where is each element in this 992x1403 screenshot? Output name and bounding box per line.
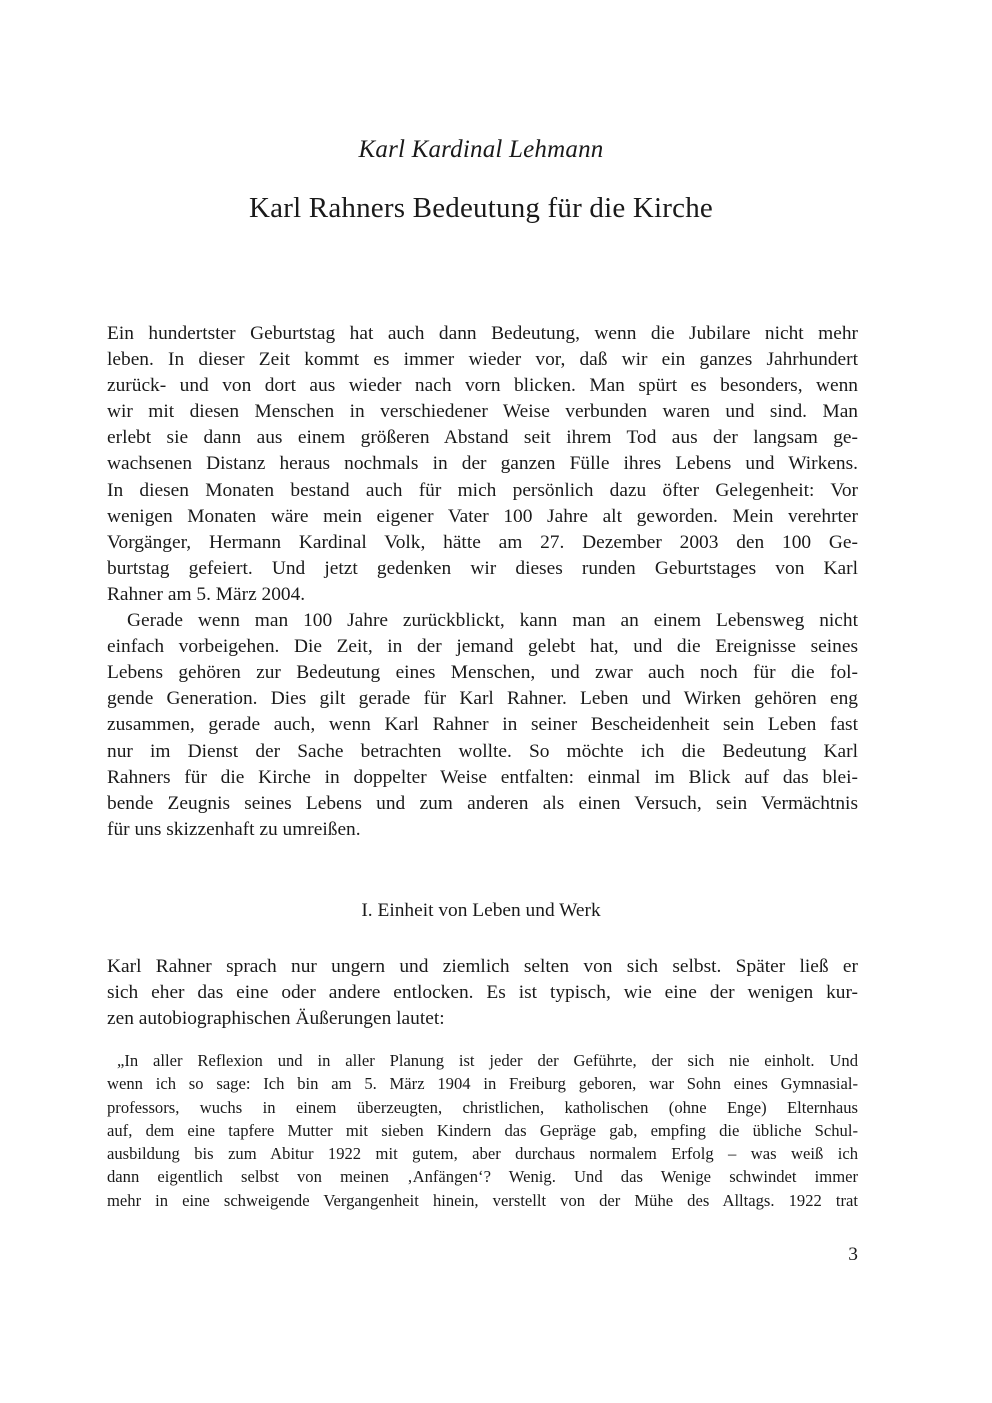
- quote-line: auf, dem eine tapfere Mutter mit sieben Kindern das Gepräge gab, empfing die übliche Schul-: [107, 1120, 858, 1140]
- paragraph-line: sich eher das eine oder andere entlocken. Es ist typisch, wie eine der wenigen kur-: [107, 982, 858, 1004]
- quote-line: „In aller Reflexion und in aller Planung ist jeder der Geführte, der sich nie einholt. Und: [117, 1051, 858, 1070]
- article-title: Karl Rahners Bedeutung für die Kirche: [249, 192, 713, 224]
- paragraph-line: wir mit diesen Menschen in verschiedener Weise verbunden waren und sind. Man: [107, 401, 858, 423]
- paragraph-line: für uns skizzenhaft zu umreißen.: [107, 818, 361, 840]
- paragraph-line: burtstag gefeiert. Und jetzt gedenken wir dieses runden Geburtstages von Karl: [107, 557, 858, 579]
- paragraph-line: Gerade wenn man 100 Jahre zurückblickt, kann man an einem Lebensweg nicht: [127, 610, 858, 632]
- section-paragraph: [107, 954, 858, 1032]
- paragraph-line: Rahner am 5. März 2004.: [107, 583, 306, 605]
- paragraph-line: In diesen Monaten bestand auch für mich persönlich dazu öfter Gelegenheit: Vor: [107, 479, 858, 501]
- quote-line: mehr in eine schweigende Vergangenheit hinein, verstellt von der Mühe des Alltags. 1922 trat: [107, 1190, 858, 1210]
- paragraph-line: zusammen, gerade auch, wenn Karl Rahner in seiner Bescheidenheit sein Leben fast: [107, 714, 858, 736]
- paragraph-line: Lebens gehören zur Bedeutung eines Menschen, und zwar auch noch für die fol-: [107, 662, 858, 684]
- paragraph-line: erlebt sie dann aus einem größeren Abstand seit ihrem Tod aus der langsam ge-: [107, 427, 858, 449]
- quote-line: dann eigentlich selbst von meinen ‚Anfängen‘? Wenig. Und das Wenige schwindet immer: [107, 1167, 858, 1187]
- block-quote: [107, 1049, 858, 1212]
- paragraph-line: zen autobiographischen Äußerungen lautet:: [107, 1008, 445, 1030]
- paragraph-line: wachsenen Distanz heraus nochmals in der ganzen Fülle ihres Lebens und Wirkens.: [107, 453, 858, 475]
- paragraph-line: bende Zeugnis seines Lebens und zum anderen als einen Versuch, sein Vermächtnis: [107, 792, 858, 814]
- quote-line: ausbildung bis zum Abitur 1922 mit gutem, aber durchaus normalem Erfolg – was weiß ich: [107, 1144, 858, 1164]
- paragraph-line: Rahners für die Kirche in doppelter Weise entfalten: einmal im Blick auf das blei-: [107, 766, 858, 788]
- paragraph-line: gende Generation. Dies gilt gerade für Karl Rahner. Leben und Wirken gehören eng: [107, 688, 858, 710]
- paragraph-line: zurück- und von dort aus wieder nach vorn blicken. Man spürt es besonders, wenn: [107, 375, 858, 397]
- paragraph-line: leben. In dieser Zeit kommt es immer wieder vor, daß wir ein ganzes Jahrhundert: [107, 349, 858, 371]
- author-name: Karl Kardinal Lehmann: [358, 136, 604, 163]
- quote-line: professors, wuchs in einem überzeugten, christlichen, katholischen (ohne Enge) Elternhaus: [107, 1097, 858, 1117]
- paragraph-line: nur im Dienst der Sache betrachten wollte. So möchte ich die Bedeutung Karl: [107, 740, 858, 762]
- paragraph-line: einfach vorbeigehen. Die Zeit, in der jemand gelebt hat, und die Ereignisse seines: [107, 636, 858, 658]
- section-heading: I. Einheit von Leben und Werk: [361, 900, 601, 921]
- paragraph-line: wenigen Monaten wäre mein eigener Vater 100 Jahre alt geworden. Mein verehrter: [107, 505, 858, 527]
- paragraph-line: Ein hundertster Geburtstag hat auch dann Bedeutung, wenn die Jubilare nicht mehr: [107, 323, 858, 344]
- page-number: 3: [848, 1244, 858, 1265]
- quote-line: wenn ich so sage: Ich bin am 5. März 1904 in Freiburg geboren, war Sohn eines Gymnasial-: [107, 1074, 858, 1094]
- intro-paragraphs: [107, 321, 858, 843]
- paragraph-line: Karl Rahner sprach nur ungern und ziemlich selten von sich selbst. Später ließ er: [107, 956, 858, 977]
- paragraph-line: Vorgänger, Hermann Kardinal Volk, hätte am 27. Dezember 2003 den 100 Ge-: [107, 531, 858, 553]
